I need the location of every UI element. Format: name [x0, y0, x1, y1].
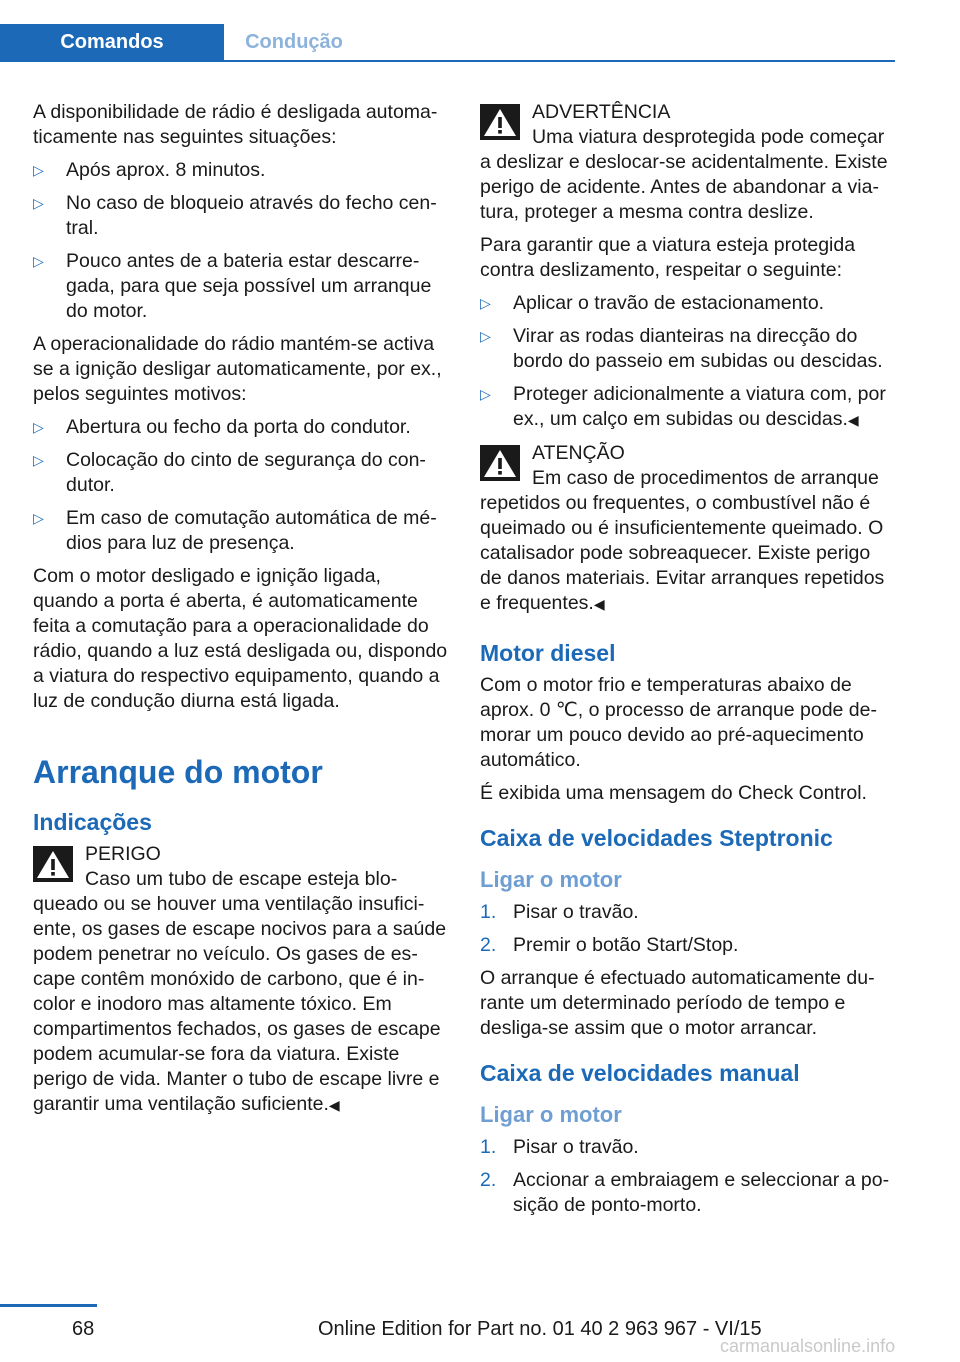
list-item: ▷ Pouco antes de a bateria estar descarregada, para que seja possível um arranque do motor. [33, 250, 432, 322]
caution-title: ATENÇÃO [532, 442, 625, 464]
bullet-list [33, 415, 449, 556]
paragraph: A disponibilidade de rádio é desligada automaticamente nas seguintes situações: [33, 101, 438, 148]
paragraph: Para garantir que a viatura esteja protegida contra deslizamento, respeitar o seguinte: [480, 234, 856, 281]
section-title: Arranque do motor [33, 754, 323, 790]
paragraph: Com o motor frio e temperaturas abaixo de aprox. 0 ℃, o processo de arranque pode demorar um pouco devido ao pré-aquecimento automático. [480, 674, 877, 771]
list-item: ▷ Após aprox. 8 minutos. [33, 159, 266, 181]
warning-triangle-icon [480, 445, 520, 481]
arrow-bullet-icon: ▷ [33, 510, 44, 526]
arrow-bullet-icon: ▷ [480, 295, 491, 311]
end-mark-icon: ◀ [593, 596, 605, 612]
numbered-list [480, 900, 896, 958]
list-item: ▷ No caso de bloqueio através do fecho central. [33, 192, 437, 239]
bullet-list [33, 158, 449, 324]
danger-notice [33, 842, 449, 1118]
edition-note: Online Edition for Part no. 01 40 2 963 967 - VI/15 [318, 1318, 762, 1340]
warning-notice [480, 100, 896, 225]
arrow-bullet-icon: ▷ [33, 195, 44, 211]
list-item: ▷ Aplicar o travão de estacionamento. [480, 292, 825, 314]
arrow-bullet-icon: ▷ [33, 419, 44, 435]
bullet-list [480, 291, 896, 433]
header-tabs [0, 24, 895, 62]
right-column [480, 100, 896, 1226]
step-number: 1. [480, 1136, 497, 1158]
footer-rule [0, 1304, 97, 1307]
steptronic-start-title: Ligar o motor [480, 867, 622, 892]
list-item: ▷ Virar as rodas dianteiras na direcção do bordo do passeio em subidas ou descidas. [480, 325, 883, 372]
list-item: ▷ Proteger adicionalmente a viatura com, por ex., um calço em subidas ou descidas.◀ [480, 383, 886, 430]
arrow-bullet-icon: ▷ [480, 328, 491, 344]
list-item: ▷ Abertura ou fecho da porta do condutor. [33, 416, 411, 438]
end-mark-icon: ◀ [847, 412, 859, 428]
arrow-bullet-icon: ▷ [33, 253, 44, 269]
danger-text: Caso um tubo de escape esteja bloqueado ou se houver uma ventilação insuficiente, os gases de escape nocivos para a saúde podem penetrar no veículo. Os gases de escape contêm monóxido de carbono, que é incolor e inodoro mas altamente tóxico. Em compartimentos fechados, os gases de escape podem acumular-se fora da viatura. Existe perigo de vida. Manter o tubo de escape livre e garantir uma ventilação suficiente. [33, 868, 447, 1115]
paragraph: Com o motor desligado e ignição ligada, quando a porta é aberta, é automaticamente feita a comutação para a operacionalidade do rádio, quando a luz está desligada ou, dispondo a viatura do respectivo equipamento, quando a luz de condução diurna está ligada. [33, 565, 448, 712]
header-rule [0, 60, 895, 62]
diesel-title: Motor diesel [480, 640, 616, 666]
list-item: 1. Pisar o travão. [480, 1136, 639, 1158]
step-number: 2. [480, 1169, 497, 1191]
steptronic-title: Caixa de velocidades Steptronic [480, 825, 833, 851]
caution-text: Em caso de procedimentos de arranque repetidos ou frequentes, o combustível não é queimado ou é insuficientemente queimado. O catalisador pode sobreaquecer. Existe perigo de danos materiais. Evitar arranques repetidos e frequentes. [480, 467, 885, 614]
left-column [33, 100, 449, 1126]
warning-triangle-icon [33, 846, 73, 882]
tab-comandos[interactable]: Comandos [0, 24, 224, 61]
paragraph: É exibida uma mensagem do Check Control. [480, 782, 867, 804]
manual-start-title: Ligar o motor [480, 1102, 622, 1127]
list-item: ▷ Colocação do cinto de segurança do condutor. [33, 449, 426, 496]
warning-triangle-icon [480, 104, 520, 140]
list-item: 2. Premir o botão Start/Stop. [480, 934, 739, 956]
warning-text: Uma viatura desprotegida pode começar a deslizar e deslocar-se acidentalmente. Existe perigo de acidente. Antes de abandonar a viatura, proteger a mesma contra deslize. [480, 126, 888, 223]
step-number: 2. [480, 934, 497, 956]
watermark: carmanualsonline.info [720, 1336, 896, 1356]
caution-notice [480, 441, 896, 617]
step-number: 1. [480, 901, 497, 923]
arrow-bullet-icon: ▷ [33, 162, 44, 178]
list-item: ▷ Em caso de comutação automática de médios para luz de presença. [33, 507, 437, 554]
list-item: 2. Accionar a embraiagem e seleccionar a posição de ponto-morto. [480, 1169, 890, 1216]
numbered-list [480, 1135, 896, 1218]
paragraph: O arranque é efectuado automaticamente durante um determinado período de tempo e desliga-se assim que o motor arrancar. [480, 967, 875, 1039]
page-number: 68 [72, 1318, 95, 1340]
list-item: 1. Pisar o travão. [480, 901, 639, 923]
end-mark-icon: ◀ [328, 1097, 340, 1113]
subsection-title: Indicações [33, 809, 152, 835]
arrow-bullet-icon: ▷ [33, 452, 44, 468]
arrow-bullet-icon: ▷ [480, 386, 491, 402]
danger-title: PERIGO [85, 843, 161, 865]
warning-title: ADVERTÊNCIA [532, 101, 671, 123]
paragraph: A operacionalidade do rádio mantém-se activa se a ignição desligar automaticamente, por ex., pelos seguintes motivos: [33, 333, 442, 405]
manual-title: Caixa de velocidades manual [480, 1060, 800, 1086]
tab-conducao[interactable]: Condução [245, 31, 343, 53]
